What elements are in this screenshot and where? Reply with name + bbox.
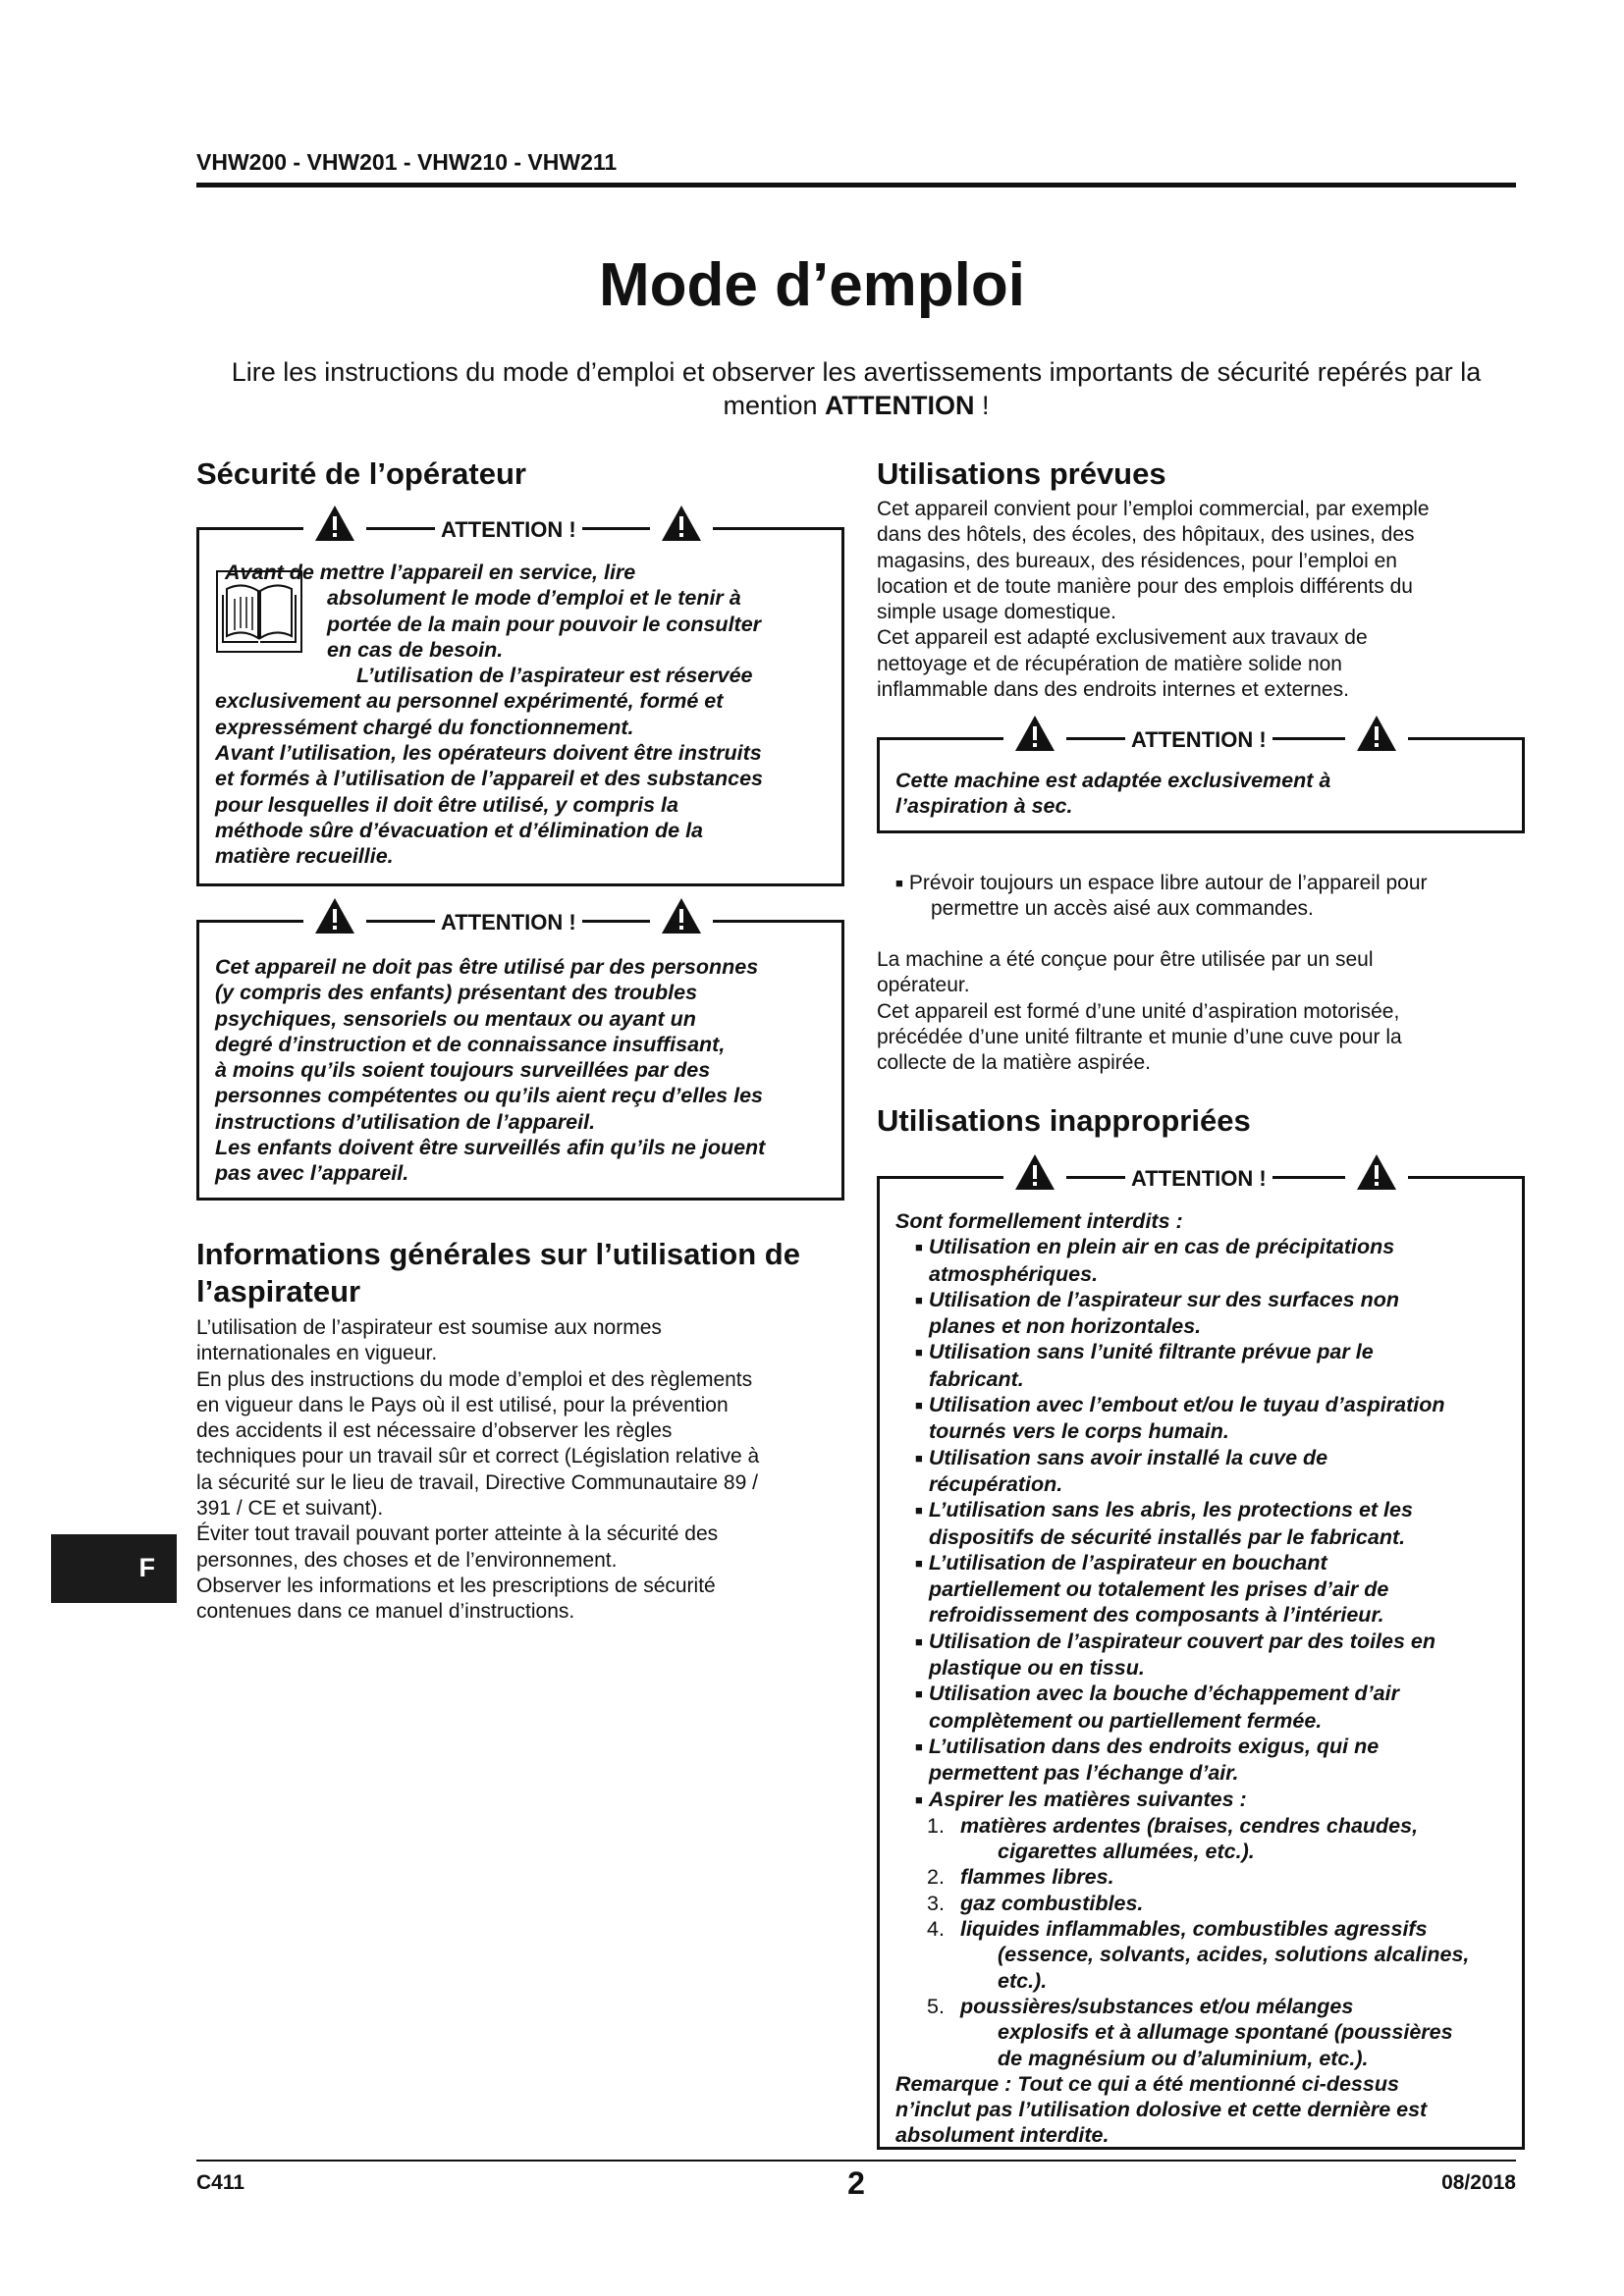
warning-box-misuse	[877, 1166, 1525, 2150]
list-item: ■ Utilisation de l’aspirateur sur des surfaces non planes et non horizontales.	[895, 1287, 1520, 1340]
attention-label: ATTENTION !	[1125, 1166, 1272, 1192]
attention-label: ATTENTION !	[435, 910, 582, 935]
page-header	[196, 149, 1516, 187]
warning-triangle-icon	[650, 504, 713, 543]
remark: Remarque : Tout ce qui a été mentionné ci-dessus n’inclut pas l’utilisation dolosive et cette dernière est absolument interdite.	[895, 2071, 1428, 2148]
list-item: ■ L’utilisation sans les abris, les protections et les dispositifs de sécurité installés par le fabricant.	[895, 1497, 1520, 1550]
page-footer	[196, 2160, 1516, 2201]
numbered-item: 2. flammes libres.	[927, 1865, 1114, 1890]
warning-triangle-icon	[1003, 1152, 1066, 1192]
page-title: Mode d’emploi	[599, 251, 1025, 319]
language-tab: F	[51, 1534, 177, 1603]
attention-label: ATTENTION !	[1125, 727, 1272, 753]
info-paragraph: L’utilisation de l’aspirateur est soumise aux normes internationales en vigueur. En plus des instructions du mode d’emploi et des règlements en vigueur dans le Pays où il est utilisé, pour la prévention des accidents il est nécessaire d’observer les règles techniques pour un travail sûr et correct (Législation relative à la sécurité sur le lieu de travail, Directive Communautaire 89 / 391 / CE et suivant). Éviter tout travail pouvant porter atteinte à la sécurité des personnes, des choses et de l’environnement. Observer les informations et les prescriptions de sécurité contenues dans ce manuel d’instructions.	[196, 1316, 760, 1624]
intro-text: Lire les instructions du mode d’emploi et observer les avertissements importants de sécurité repérés par la mention ATTENTION !	[231, 357, 1482, 420]
list-item: ■ Utilisation sans avoir installé la cuve de récupération.	[895, 1445, 1520, 1498]
numbered-item: 3. gaz combustibles.	[927, 1891, 1144, 1915]
numbered-item: 1. matières ardentes (braises, cendres chaudes, cigarettes allumées, etc.).	[927, 1813, 1419, 1864]
warning-box-dry-only: ATTENTION ! Cette machine est adaptée exclusivement à l’aspiration à sec.	[877, 737, 1525, 833]
list-item: ■ Utilisation sans l’unité filtrante prévue par le fabricant.	[895, 1339, 1520, 1392]
list-item: ■ L’utilisation dans des endroits exigus, qui ne permettent pas l’échange d’air.	[895, 1734, 1520, 1787]
warning-triangle-icon	[1345, 1152, 1408, 1192]
list-item: ■ Utilisation de l’aspirateur couvert par des toiles en plastique ou en tissu.	[895, 1629, 1520, 1682]
warning-triangle-icon	[1003, 714, 1066, 753]
numbered-item: 5. poussières/substances et/ou mélanges explosifs et à allumage spontané (poussières de magnésium ou d’aluminium, etc.).	[927, 1994, 1453, 2070]
model-list: VHW200 - VHW201 - VHW210 - VHW211	[196, 149, 618, 175]
warning-triangle-icon	[303, 896, 366, 935]
list-item: ■ Utilisation avec l’embout et/ou le tuyau d’aspiration tournés vers le corps humain.	[895, 1392, 1520, 1445]
document-code: C411	[196, 2171, 245, 2194]
warning-box-operator: ATTENTION ! Avant de mettre l’appareil en service, lire absolument le mode d’emploi et le tenir à portée de la main pour pouvoir le consulter en cas de besoin. L’utilisation de l’aspirateur est réservée exclusivement au personnel expérimenté, formé et expressément chargé du fonctionnement. Avant l’utilisation, les opérateurs doivent être instruits et formés à l’utilisation de l’appareil et des substances pour lesquelles il doit être utilisé, y compris la méthode sûre d’évacuation et d’élimination de la matière recueillie.	[196, 527, 844, 886]
list-item: ■ Utilisation en plein air en cas de précipitations atmosphériques.	[895, 1234, 1520, 1287]
warning-triangle-icon	[303, 504, 366, 543]
operator-paragraph: La machine a été conçue pour être utilisée par un seul opérateur. Cet appareil est formé d’une unité d’aspiration motorisée, précédée d’une unité filtrante et munie d’une cuve pour la collecte de la matière aspirée.	[877, 948, 1402, 1075]
intended-uses-heading: Utilisations prévues	[877, 456, 1166, 491]
intended-uses-paragraph: Cet appareil convient pour l’emploi commercial, par exemple dans des hôtels, des écoles, des hôpitaux, des usines, des magasins, des bureaux, des résidences, pour l’emploi en location et de toute manière pour des emplois différents du simple usage domestique. Cet appareil est adapté exclusivement aux travaux de nettoyage et de récupération de matière solide non inflammable dans des endroits internes et externes.	[877, 498, 1430, 702]
list-item: ■ L’utilisation de l’aspirateur en bouchant partiellement ou totalement les prises d’air de refroidissement des composants à l’intérieur.	[895, 1550, 1520, 1629]
page-number: 2	[847, 2165, 865, 2201]
info-heading: Informations générales sur l’utilisation de l’aspirateur	[196, 1237, 800, 1308]
list-item: ■ Aspirer les matières suivantes :	[895, 1787, 1520, 1813]
warning-box-children: ATTENTION ! Cet appareil ne doit pas être utilisé par des personnes (y compris des enfants) présentant des troubles psychiques, sensoriels ou mentaux ou ayant un degré d’instruction et de connaissance insuffisant, à moins qu’ils soient toujours surveillées par des personnes compétentes ou qu’ils aient reçu d’elles les instructions d’utilisation de l’appareil. Les enfants doivent être surveillés afin qu’ils ne jouent pas avec l’appareil.	[196, 920, 844, 1201]
warning-triangle-icon	[650, 896, 713, 935]
attention-label: ATTENTION !	[435, 517, 582, 543]
document-date: 08/2018	[1441, 2171, 1516, 2194]
list-item: ■ Utilisation avec la bouche d’échappement d’air complètement ou partiellement fermée.	[895, 1681, 1520, 1734]
misuse-heading: Utilisations inappropriées	[877, 1103, 1251, 1138]
numbered-item: 4. liquides inflammables, combustibles agressifs (essence, solvants, acides, solutions alcalines, etc.).	[927, 1917, 1470, 1993]
clearance-bullet: ■ Prévoir toujours un espace libre autour de l’appareil pour permettre un accès aisé aux commandes.	[895, 871, 1524, 923]
misuse-intro: Sont formellement interdits :	[895, 1209, 1183, 1233]
safety-heading: Sécurité de l’opérateur	[196, 456, 526, 491]
warning-triangle-icon	[1345, 714, 1408, 753]
